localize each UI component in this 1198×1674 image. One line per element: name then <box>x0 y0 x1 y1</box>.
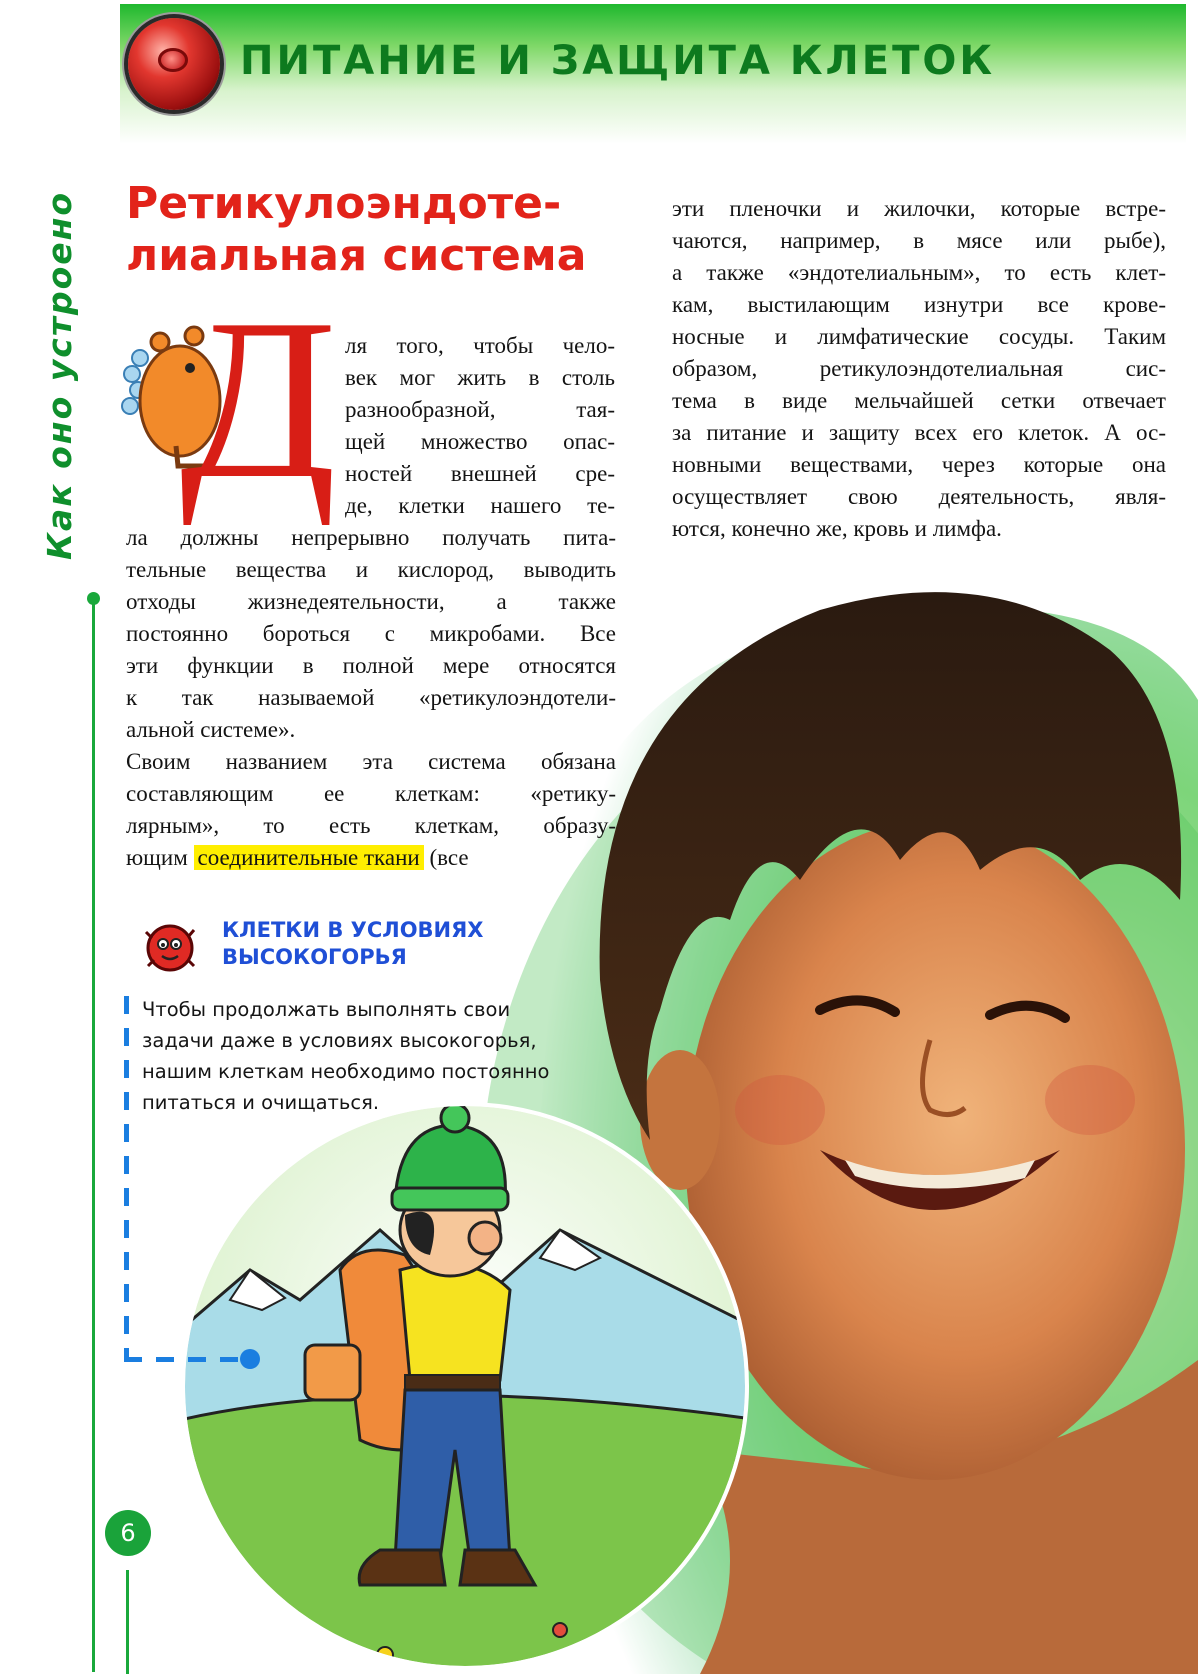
section-label: Как оно устроено <box>40 190 79 560</box>
article-title-line: Ретикулоэндоте- <box>126 178 562 229</box>
text-line: образом, ретикулоэндотелиальная сис- <box>672 356 1166 381</box>
text-line: тема в виде мельчайшей сетки отвечает <box>672 388 1166 413</box>
text-line: отходы жизнедеятельности, а также <box>126 589 616 614</box>
sidebar-title <box>222 917 484 971</box>
text-line: де, клетки нашего те- <box>345 493 615 518</box>
highlighted-term: соединительные ткани <box>194 845 424 870</box>
article-title <box>126 178 646 282</box>
page-header-title: ПИТАНИЕ И ЗАЩИТА КЛЕТОК <box>240 38 996 84</box>
text-line: ностей внешней сре- <box>345 461 615 486</box>
text-line: задачи даже в условиях высокогорья, <box>142 1029 537 1052</box>
red-cell-mascot-icon <box>140 918 202 976</box>
text-line: осуществляет свою деятельность, явля- <box>672 484 1166 509</box>
text-line: лярным», то есть клеткам, образу- <box>126 813 616 838</box>
text-line: составляющим ее клеткам: «ретику- <box>126 781 616 806</box>
text-line: нашим клеткам необходимо постоянно <box>142 1060 550 1083</box>
page-rule <box>126 1570 129 1674</box>
text-line: разнообразной, тая- <box>345 397 615 422</box>
text-line: новными веществами, через которые она <box>672 452 1166 477</box>
text-line: кам, выстилающим изнутри все кровe- <box>672 292 1166 317</box>
article-lead <box>345 330 615 522</box>
text-line: за питание и защиту всех его клеток. А ос- <box>672 420 1166 445</box>
text-fragment: (все <box>429 845 469 870</box>
text-line: эти функции в полной мере относятся <box>126 653 616 678</box>
text-line: ются, конечно же, кровь и лимфа. <box>672 516 1002 541</box>
article-body <box>126 522 616 874</box>
text-line: носные и лимфатические сосуды. Таким <box>672 324 1166 349</box>
text-fragment: ющим <box>126 845 188 870</box>
text-line <box>126 842 588 874</box>
cheek-left <box>735 1075 825 1145</box>
text-line: чаются, например, в мясе или рыбе), <box>672 228 1166 253</box>
text-line: питаться и очищаться. <box>142 1091 380 1114</box>
text-line: эти пленочки и жилочки, которые встре- <box>672 196 1166 221</box>
text-line: ла должны непрерывно получать пита- <box>126 525 616 550</box>
text-line: альной системе». <box>126 717 296 742</box>
dashed-connector <box>124 996 129 1358</box>
drop-cap: Д <box>180 271 337 526</box>
text-line: тельные вещества и кислород, выводить <box>126 557 616 582</box>
page-number: 6 <box>105 1510 151 1556</box>
child-ear <box>640 1050 720 1190</box>
cheek-right <box>1045 1065 1135 1135</box>
text-line: век мог жить в столь <box>345 365 615 390</box>
article-right-column <box>672 193 1166 545</box>
sidebar-text <box>142 994 622 1118</box>
dashed-connector <box>124 1357 244 1362</box>
text-line: Своим названием эта система обязана <box>126 749 616 774</box>
text-line: постоянно бороться с микробами. Все <box>126 621 616 646</box>
text-line: щей множество опас- <box>345 429 615 454</box>
child-face <box>685 820 1185 1480</box>
text-line: а также «эндотелиальным», то есть клет- <box>672 260 1166 285</box>
sidebar-title-line: ВЫСОКОГОРЬЯ <box>222 945 407 969</box>
text-line: Чтобы продолжать выполнять свои <box>142 998 511 1021</box>
sidebar-title-line: КЛЕТКИ В УСЛОВИЯХ <box>222 918 484 942</box>
connector-dot <box>240 1349 260 1369</box>
text-line: ля того, чтобы чело- <box>345 333 615 358</box>
article-title-line: лиальная система <box>126 230 587 281</box>
text-line: к так называемой «ретикулоэндотели- <box>126 685 616 710</box>
